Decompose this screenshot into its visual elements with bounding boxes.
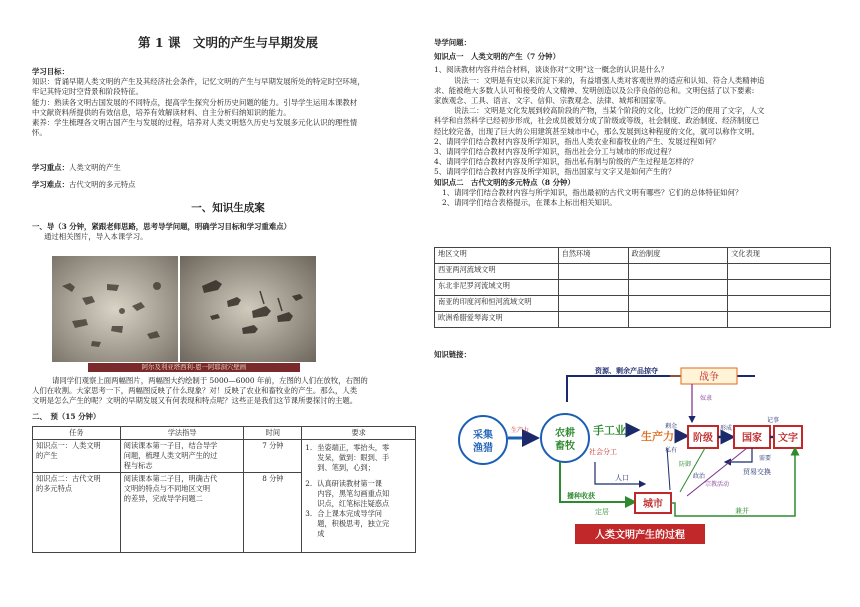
cell-line: 知识点二：古代文明 [36,474,101,483]
question-5: 5、请同学们结合教材内容及所学知识，指出国家与文字又是如何产生的？ [434,167,676,177]
node-city-label: 城市 [643,499,663,510]
table-header: 自然环境 [558,248,628,264]
statement-line: 家族观念、工具、语言、文字、信仰、宗教观念、法律、城邦和国家等。 [434,96,671,106]
statement-line: 说法二：文明是文化发展到较高阶段的产物，当某个阶段的文化，比较广泛的使用了文字，人文 [454,106,765,116]
flow-arrow [687,448,747,496]
cell-line: 知识点一：人类文明 [36,441,101,450]
goals-line: 中文献资料所提供的有效信息，培养有效解读材料、自主分析归纳知识的能力。 [32,107,291,117]
guide-questions-heading: 导学问题： [434,38,471,47]
req-line: 内容，黑笔勾画重点知 [317,489,390,498]
method-cell [120,473,244,553]
time-cell: 7 分钟 [244,440,302,473]
label-politics: 政治 [693,473,706,480]
label-slave: 奴隶 [700,395,713,402]
table-header: 时间 [244,427,302,440]
flow-arrow [667,448,670,490]
req-line: 坐姿端正，零抬头，零 [317,443,390,452]
node-war-label: 战争 [699,372,719,383]
section-heading: 一、知识生成案 [191,202,265,214]
table-row [435,296,831,312]
cell-line: 阅读课本第二子目，明确古代 [123,474,218,483]
question-2: 2、请同学们结合教材内容及所学知识，指出人类农业和畜牧业的产生、发展过程如何？ [434,136,720,146]
req-line: 合上课本完成导学问 [317,509,382,518]
table-header: 地区文明 [435,248,559,264]
req-line: 成 [317,529,325,538]
req-line: 题，积极思考，独立完 [317,519,390,528]
node-agri-label-b: 畜牧 [555,441,575,452]
label-population: 人口 [615,474,629,482]
label-productivity: 生产力 [511,427,530,434]
label-private: 私有 [665,447,678,454]
table-row [435,280,831,296]
paragraph-line: 人们在收割。大家思考一下，两幅图反映了什么现象？对！反映了农业和畜牧业的产生。那么，人类 [32,386,358,396]
knowledge-link-heading: 知识链接： [434,350,471,359]
req-line: 识点，红笔标注疑惑点 [317,499,390,508]
cell-line: 问题，梳理人类文明产生的过 [123,451,218,460]
table-row [33,440,416,473]
req-line: 到、笔到，心到； [317,463,375,472]
knowledge-point-1: 知识点一 人类文明的产生（7 分钟） [434,52,560,62]
statement-line: 科学和自然科学已经初步形成，社会成员被划分成了阶级或等级，社会制度、政治制度、经济制度已 [434,116,760,126]
paragraph-line: 文明是怎么产生的呢？文明的早期发展又有何表现和特点呢？这些正是我们这节课所要探讨的主题。 [32,396,358,406]
goals-line: 怀。 [32,128,47,138]
label-division: 社会分工 [589,448,617,456]
req-line: 发呆，做到：眼到、手 [317,453,390,462]
req-num: 1. [305,443,313,452]
preview-heading: 二、 预（15 分钟） [32,412,101,421]
method-cell [120,440,244,473]
question-k2-2: 2、请同学们结合表格提示，在课本上标出相关知识。 [442,198,617,208]
goals-line: 知识：背诵早期人类文明的产生及其经济社会条件，记忆文明的产生与早期发展所处的特定时空环境， [32,77,365,87]
learning-goals [32,67,424,138]
image-caption: 阿尔及利亚塔西利-恩一阿耶洞穴壁画 [88,363,300,372]
label-settle: 定居 [595,508,609,516]
flow-arrow [671,448,795,516]
diagram-caption: 人类文明产生的过程 [595,530,685,541]
guide-questions [434,38,838,208]
req-num: 3. [305,509,313,518]
node-agri-label-a: 农耕 [555,428,575,439]
goals-heading: 学习目标： [32,67,69,76]
label-need: 需要 [759,455,772,462]
difficulty-label: 学习难点： [32,180,69,189]
cell-line: 阅读课本第一子目，结合导学 [123,441,218,450]
table-header-row [33,427,416,440]
requirements-cell [302,440,416,553]
label-form: 形成 [720,425,733,432]
table-header: 文化表现 [728,248,831,264]
difficulty-text: 古代文明的多元特点 [68,180,136,189]
label-defense: 防御 [679,461,692,468]
cell-line: 的多元特点 [36,484,72,493]
cell-line: 程与标志 [123,461,153,470]
table-row [435,312,831,328]
node-state-label: 国家 [742,433,762,444]
key-point-label: 学习重点： [32,163,69,172]
region-cell: 西亚两河流域文明 [435,264,559,280]
statement-line: 求、能被绝大多数人认可和接受的人文精神、发明创造以及公序良俗的总和。文明包括了以下要素: [434,85,755,95]
req-line: 认真研读教材第一课 [317,479,382,488]
node-writing-label: 文字 [778,433,798,444]
civilization-table [434,247,831,328]
table-header-row [435,248,831,264]
label-trade: 贸易交换 [743,468,771,476]
table-header: 政治制度 [628,248,728,264]
difficulty [32,180,424,190]
guide-section [32,222,424,242]
goals-line: 牢记其特定时空背景和阶段特征。 [32,87,143,97]
time-cell: 8 分钟 [244,473,302,553]
label-surplus: 剩余 [665,423,678,430]
flow-arrow [680,448,705,492]
paragraph-line: 请同学们观察上面两幅图片，两幅图大约绘制于 5000—6000 年前，左图的人们在放牧，右图的 [52,376,368,385]
node-hunt-label-a: 采集 [473,430,493,441]
label-record: 记事 [767,417,780,424]
node-productivity: 生产力 [641,430,674,443]
civilization-flowchart [455,362,803,546]
question-4: 4、请同学们结合教材内容及所学知识，指出私有制与阶级的产生过程是怎样的？ [434,157,698,167]
cell-line: 文明的特点与不同地区文明 [123,484,211,493]
question-1: 1、阅读教材内容并结合材料，谈谈你对“文明”这一概念的认识是什么？ [434,65,668,75]
guide-intro: 通过相关图片，导入本课学习。 [44,232,148,242]
page-title: 第 1 课 文明的产生与早期发展 [138,35,318,50]
goals-line: 素养：学生梳理各文明古国产生与发展的过程，培养对人类文明悠久历史与发展多元化认识的理性情 [32,118,358,128]
label-harvest: 播种收获 [567,492,595,500]
label-surplus-plunder: 资源、剩余产品掠夺 [595,367,658,375]
node-hunt-label-b: 渔猎 [473,443,493,454]
statement-line: 说法一：文明是有史以来沉淀下来的，有益增强人类对客观世界的适应和认知、符合人类精神追 [454,75,765,85]
label-religion: 宗教活动 [705,481,730,488]
node-class-label: 阶级 [693,433,713,444]
question-k2-1: 1、请同学们结合教材内容与所学知识，指出最初的古代文明有哪些？它们的总体特征如何？ [442,187,743,197]
table-row [435,264,831,280]
guide-heading: 一、导（3 分钟，紧跟老师思路，思考导学问题，明确学习目标和学习重难点） [32,222,292,231]
table-header: 学法指导 [120,427,244,440]
statement-line: 经比较完备，出现了巨大的公用建筑甚至城市中心，那么发展到这种程度的文化，就可以称作文明。 [434,126,760,136]
knowledge-point-2: 知识点二 古代文明的多元特点（8 分钟） [434,177,575,187]
task-cell [33,473,121,553]
region-cell: 欧洲希腊爱琴海文明 [435,312,559,328]
cell-line: 的差异，完成导学问题二 [123,494,203,503]
node-industry: 手工业 [593,424,626,437]
key-point-text: 人类文明的产生 [68,163,121,172]
cave-painting-image [52,256,316,362]
region-cell: 南亚的印度河和恒河流域文明 [435,296,559,312]
cell-line: 的产生 [36,451,58,460]
question-3: 3、请同学们结合教材内容及所学知识，指出社会分工与城市的形成过程？ [434,147,676,157]
preview-table [32,426,416,553]
guide-paragraph [32,376,424,407]
task-cell [33,440,121,473]
key-point [32,163,424,173]
region-cell: 东北非尼罗河流域文明 [435,280,559,296]
table-header: 任务 [33,427,121,440]
goals-line: 能力：熟读各文明古国发展的不同特点，提高学生探究分析历史问题的能力。引导学生运用本课教材 [32,97,358,107]
req-num: 2. [305,479,313,488]
label-merge: 兼并 [735,507,749,515]
table-header: 要求 [302,427,416,440]
